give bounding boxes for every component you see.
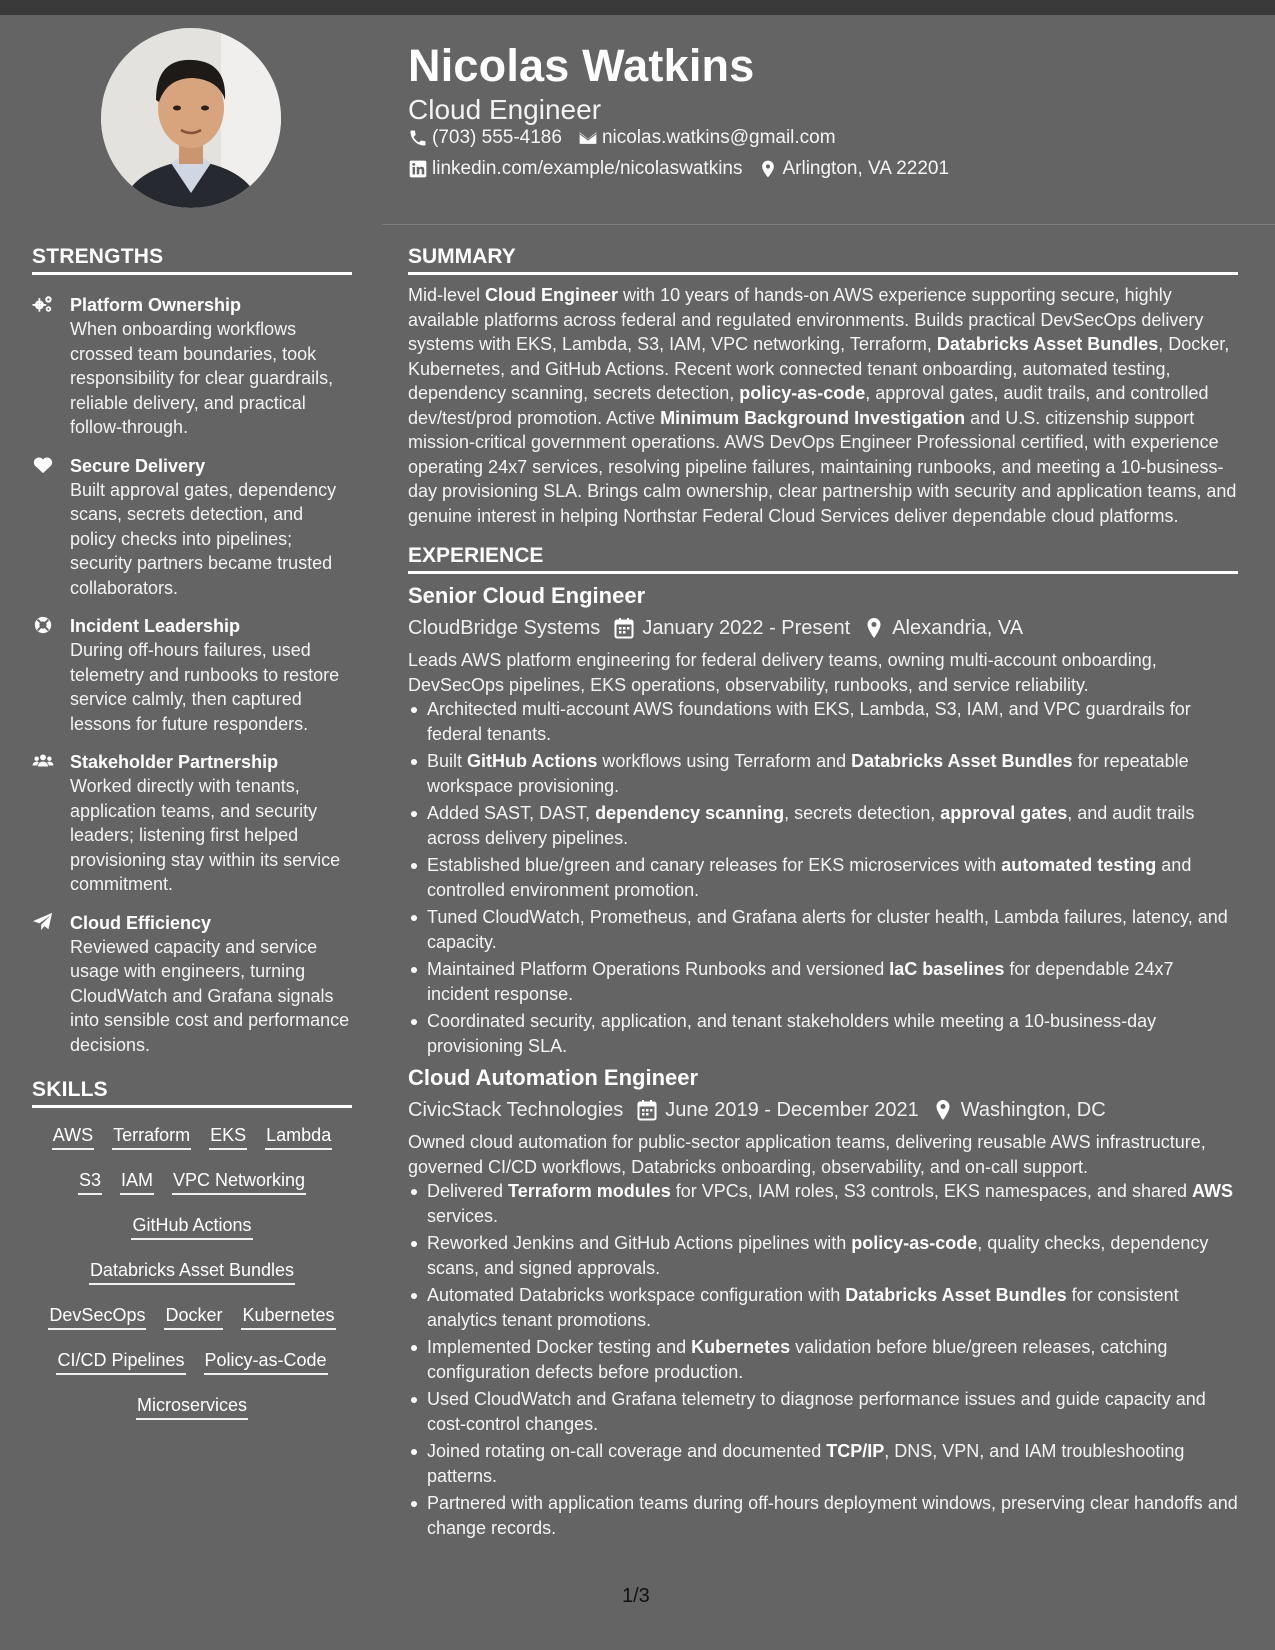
emphasis-text: TCP/IP (826, 1441, 885, 1461)
emphasis-text: approval gates (940, 803, 1068, 823)
skill-tag: CI/CD Pipelines (56, 1349, 185, 1375)
job-bullet: Automated Databricks workspace configuration with Databricks Asset Bundles for consistent analytics tenant promotions. (427, 1283, 1238, 1332)
job-bullet: Used CloudWatch and Grafana telemetry to diagnose performance issues and guide capacity and cost-control changes. (427, 1387, 1238, 1436)
summary-text: Mid-level Cloud Engineer with 10 years of hands-on AWS experience supporting secure, highly available platforms across federal and regulated environments. Builds practical DevSecOps delivery systems with EKS, Lambda, S3, IAM, VPC networking, Terraform, Databricks Asset Bundles, Docker, Kubernetes, and GitHub Actions. Recent work connected tenant onboarding, automated testing, dependency scanning, secrets detection, policy-as-code, approval gates, audit trails, and controlled dev/test/prod promotion. Active Minimum Background Investigation and U.S. citizenship support mission-critical government operations. AWS DevOps Engineer Professional certified, with experience operating 24x7 services, resolving pipeline failures, maintaining runbooks, and meeting a 10-business-day provisioning SLA. Brings calm ownership, clear partnership with security and application teams, and genuine interest in helping Northstar Federal Cloud Services deliver dependable cloud platforms. (408, 285, 1237, 526)
job-bullet: Reworked Jenkins and GitHub Actions pipelines with policy-as-code, quality checks, dependency scans, and signed approvals. (427, 1231, 1238, 1280)
emphasis-text: AWS (1192, 1181, 1234, 1201)
skill-tag: Policy-as-Code (204, 1349, 328, 1375)
resume-page (0, 15, 1275, 1650)
linkedin-icon (408, 159, 428, 179)
job-bullet: Tuned CloudWatch, Prometheus, and Grafana alerts for cluster health, Lambda failures, latency, and capacity. (427, 905, 1238, 954)
strength-item (32, 293, 352, 440)
strength-item (32, 454, 352, 601)
job-entry (408, 582, 1238, 1058)
right-column (408, 245, 1238, 1543)
skill-tag: Lambda (265, 1124, 332, 1150)
job-bullet: Maintained Platform Operations Runbooks and versioned IaC baselines for dependable 24x7 incident response. (427, 957, 1238, 1006)
left-column (32, 245, 352, 1439)
skill-tag: Microservices (136, 1394, 248, 1420)
contact-row-2 (408, 158, 949, 180)
job-bullets (408, 1179, 1238, 1540)
emphasis-text: Cloud Engineer (485, 285, 619, 305)
summary-heading: SUMMARY (408, 245, 1238, 275)
job-title: Senior Cloud Engineer (408, 583, 646, 608)
emphasis-text: Databricks Asset Bundles (851, 751, 1073, 771)
job-dates: June 2019 - December 2021 (665, 1098, 919, 1121)
emphasis-text: GitHub Actions (467, 751, 598, 771)
skill-row (32, 1259, 352, 1304)
job-bullet: Partnered with application teams during off-hours deployment windows, preserving clear handoffs and change records. (427, 1491, 1238, 1540)
map-pin-icon (933, 1099, 953, 1121)
emphasis-text: Databricks Asset Bundles (936, 334, 1159, 354)
email-address[interactable]: nicolas.watkins@gmail.com (601, 127, 836, 148)
contact-row-1 (408, 127, 836, 149)
skills-heading: SKILLS (32, 1078, 352, 1108)
candidate-name: Nicolas Watkins (408, 40, 755, 91)
skill-tag: S3 (78, 1169, 102, 1195)
strength-title: Stakeholder Partnership (70, 752, 279, 772)
emphasis-text: Minimum Background Investigation (660, 407, 966, 428)
job-bullet: Implemented Docker testing and Kubernetes validation before blue/green releases, catching configuration defects before production. (427, 1335, 1238, 1384)
viewer-top-bar (0, 0, 1275, 15)
job-location: Alexandria, VA (892, 616, 1024, 639)
phone-number[interactable]: (703) 555-4186 (432, 127, 562, 148)
skill-row (32, 1124, 352, 1169)
strength-item (32, 911, 352, 1058)
strength-title: Platform Ownership (70, 295, 242, 315)
strength-text: Worked directly with tenants, application teams, and security leaders; listening first helped provisioning stay within its service commitment. (70, 776, 341, 894)
skill-tag: IAM (120, 1169, 154, 1195)
strength-title: Secure Delivery (70, 455, 206, 476)
envelope-icon (578, 128, 598, 148)
job-bullets (408, 697, 1238, 1058)
job-bullet: Coordinated security, application, and tenant stakeholders while meeting a 10-business-day provisioning SLA. (427, 1009, 1238, 1058)
job-bullet: Added SAST, DAST, dependency scanning, secrets detection, approval gates, and audit trails across delivery pipelines. (427, 801, 1238, 850)
job-bullet: Joined rotating on-call coverage and documented TCP/IP, DNS, VPN, and IAM troubleshooting patterns. (427, 1439, 1238, 1488)
map-pin-icon (864, 617, 884, 639)
header-divider (382, 224, 1275, 225)
job-meta (408, 1095, 1238, 1125)
emphasis-text: Databricks Asset Bundles (845, 1285, 1067, 1305)
emphasis-text: policy-as-code (739, 383, 866, 403)
emphasis-text: policy-as-code (851, 1233, 978, 1253)
job-dates: January 2022 - Present (642, 616, 851, 639)
candidate-role: Cloud Engineer (408, 94, 602, 125)
emphasis-text: dependency scanning (595, 803, 785, 823)
skill-row (32, 1394, 352, 1439)
skill-tag: Kubernetes (241, 1304, 335, 1330)
job-meta (408, 613, 1238, 643)
strength-title: Cloud Efficiency (70, 912, 212, 933)
skills-list (32, 1124, 352, 1439)
skill-tag: Databricks Asset Bundles (89, 1259, 295, 1285)
emphasis-text: automated testing (1001, 855, 1157, 875)
heart-icon (32, 455, 56, 477)
profile-photo (101, 28, 281, 208)
strength-text: Built approval gates, dependency scans, secrets detection, and policy checks into pipelines; security partners became trusted collaborators. (70, 479, 337, 598)
job-company: CloudBridge Systems (408, 616, 601, 639)
gears-icon (32, 294, 56, 316)
lifebuoy-icon (32, 615, 56, 637)
strength-text: Reviewed capacity and service usage with engineers, turning CloudWatch and Grafana signals into sensible cost and performance decisions. (70, 936, 350, 1055)
skill-tag: EKS (209, 1124, 247, 1150)
portrait-image (101, 28, 281, 208)
skill-row (32, 1304, 352, 1349)
skill-row (32, 1214, 352, 1259)
skill-tag: GitHub Actions (131, 1214, 252, 1240)
strength-title: Incident Leadership (70, 616, 241, 636)
strength-text: During off-hours failures, used telemetry and runbooks to restore service calmly, then captured lessons for future responders. (70, 640, 340, 734)
job-bullet: Built GitHub Actions workflows using Terraform and Databricks Asset Bundles for repeatable workspace provisioning. (427, 749, 1238, 798)
emphasis-text: Kubernetes (691, 1337, 791, 1357)
calendar-icon (614, 617, 634, 639)
job-title: Cloud Automation Engineer (408, 1065, 699, 1090)
skill-tag: VPC Networking (172, 1169, 306, 1195)
skill-row (32, 1349, 352, 1394)
page-number: 1/3 (622, 1585, 650, 1607)
skill-row (32, 1169, 352, 1214)
strengths-heading: STRENGTHS (32, 245, 352, 275)
users-icon (32, 751, 56, 773)
strength-item (32, 750, 352, 897)
job-bullet: Delivered Terraform modules for VPCs, IAM roles, S3 controls, EKS namespaces, and shared AWS services. (427, 1179, 1238, 1228)
strength-text: When onboarding workflows crossed team boundaries, took responsibility for clear guardrails, reliable delivery, and practical follow-through. (70, 319, 334, 437)
map-pin-icon (758, 159, 778, 179)
strength-item (32, 614, 352, 736)
job-bullet: Established blue/green and canary releases for EKS microservices with automated testing and controlled environment promotion. (427, 853, 1238, 902)
job-entry (408, 1064, 1238, 1540)
skill-tag: Docker (164, 1304, 223, 1330)
linkedin-link[interactable]: linkedin.com/example/nicolaswatkins (432, 158, 743, 179)
job-description: Owned cloud automation for public-sector application teams, delivering reusable AWS infrastructure, governed CI/CD workflows, Databricks onboarding, observability, and on-call support. (408, 1132, 1206, 1177)
paper-plane-icon (32, 912, 56, 934)
skill-tag: AWS (52, 1124, 94, 1150)
emphasis-text: IaC baselines (889, 959, 1005, 979)
job-company: CivicStack Technologies (408, 1098, 624, 1121)
skill-tag: Terraform (112, 1124, 191, 1150)
job-location: Washington, DC (960, 1098, 1106, 1121)
location-text: Arlington, VA 22201 (782, 158, 950, 179)
experience-heading: EXPERIENCE (408, 544, 1238, 574)
phone-icon (408, 128, 428, 148)
skill-tag: DevSecOps (48, 1304, 146, 1330)
job-description: Leads AWS platform engineering for federal delivery teams, owning multi-account onboarding, DevSecOps pipelines, EKS operations, observability, runbooks, and service reliability. (408, 650, 1157, 695)
calendar-icon (637, 1099, 657, 1121)
job-bullet: Architected multi-account AWS foundations with EKS, Lambda, S3, IAM, and VPC guardrails for federal tenants. (427, 697, 1238, 746)
emphasis-text: Terraform modules (508, 1181, 671, 1201)
